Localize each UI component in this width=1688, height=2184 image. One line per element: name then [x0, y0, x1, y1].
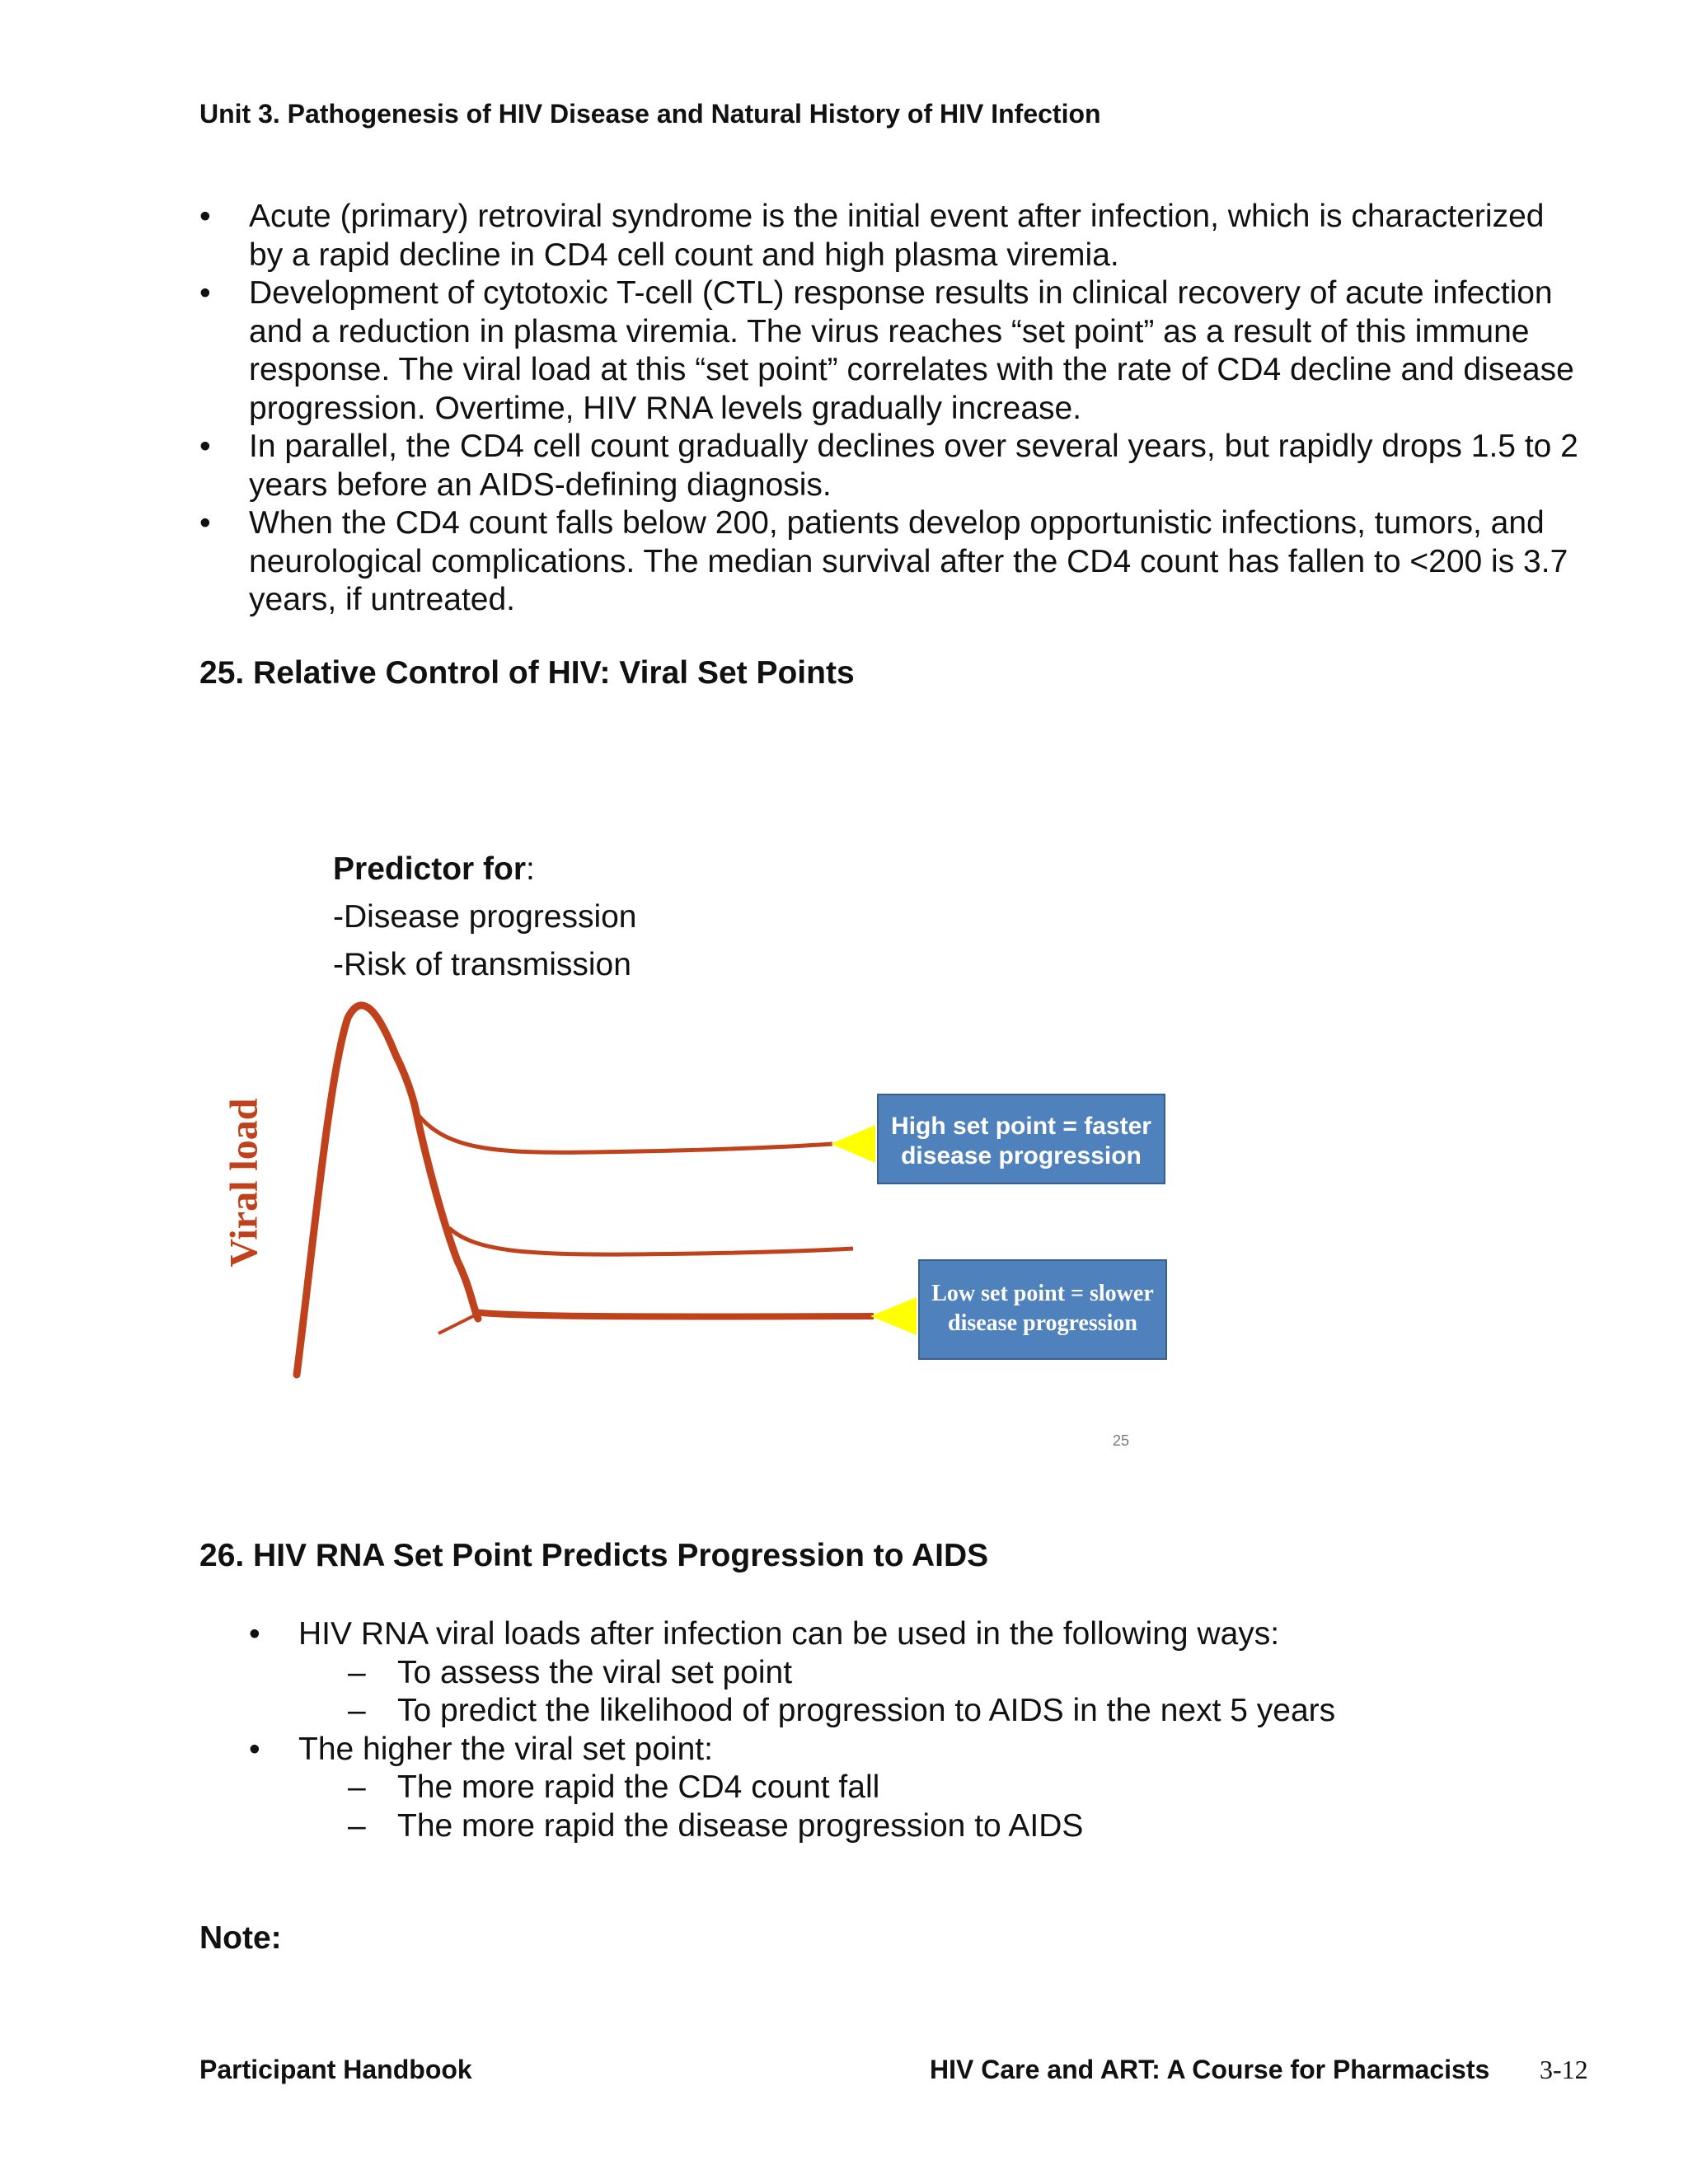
bullet-icon: •	[199, 505, 211, 541]
footer-left: Participant Handbook	[199, 2055, 472, 2084]
section-25-heading: 25. Relative Control of HIV: Viral Set Points	[199, 655, 855, 691]
sub-list-item	[199, 1692, 1601, 1731]
section-26-heading: 26. HIV RNA Set Point Predicts Progression to AIDS	[199, 1538, 989, 1573]
footer-right: HIV Care and ART: A Course for Pharmacists	[930, 2055, 1490, 2084]
list-item	[199, 1615, 1601, 1654]
sub-item-text: The more rapid the CD4 count fall	[397, 1769, 880, 1805]
bullet-text: Development of cytotoxic T-cell (CTL) response results in clinical recovery of acute infection and a reduction in plasma viremia. The virus reaches “set point” as a result of this immune response. The viral load at this “set point” correlates with the rate of CD4 decline and disease progression. Overtime, HIV RNA levels gradually increase.	[249, 275, 1574, 426]
bullet-text: The higher the viral set point:	[298, 1731, 713, 1767]
dash-icon: –	[348, 1769, 366, 1805]
bullet-text: HIV RNA viral loads after infection can be used in the following ways:	[298, 1616, 1280, 1652]
bullet-icon: •	[249, 1731, 260, 1767]
predictor-colon: :	[526, 851, 535, 887]
acute-peak-curve	[297, 1005, 478, 1375]
predictor-item-transmission: -Risk of transmission	[333, 947, 631, 982]
low-box-line-2: disease progression	[948, 1310, 1137, 1336]
low-set-point-curve	[474, 1312, 874, 1316]
y-axis-label: Viral load	[222, 1098, 266, 1268]
high-box-line-2: disease progression	[901, 1142, 1142, 1169]
low-curve-tail	[438, 1315, 476, 1333]
page-number: 3-12	[1540, 2055, 1588, 2084]
sub-list-item	[199, 1654, 1601, 1693]
high-arrow-icon	[831, 1125, 875, 1163]
predictor-title-text: Predictor for	[333, 851, 527, 887]
note-label: Note:	[199, 1920, 282, 1956]
high-box-line-1: High set point = faster	[891, 1113, 1151, 1140]
dash-icon: –	[348, 1693, 366, 1728]
bullet-text: When the CD4 count falls below 200, patients develop opportunistic infections, tumors, and neurological complications. The median survival after the CD4 count has fallen to <200 is 3.7 years, if untreated.	[249, 505, 1568, 617]
bullet-text: Acute (primary) retroviral syndrome is the initial event after infection, which is characterized by a rapid decline in CD4 cell count and high plasma viremia.	[249, 199, 1545, 273]
section-26-list	[199, 1615, 1601, 1845]
sub-list-item	[199, 1769, 1601, 1807]
low-set-point-box	[918, 1259, 1167, 1360]
bullet-text: In parallel, the CD4 cell count gradually declines over several years, but rapidly drops 1.5 to 2 years before an AIDS-defining diagnosis.	[249, 429, 1578, 503]
high-set-point-box	[877, 1094, 1165, 1184]
dash-icon: –	[348, 1807, 366, 1844]
middle-set-point-curve	[449, 1228, 853, 1254]
bullet-icon: •	[249, 1616, 260, 1652]
predictor-item-disease: -Disease progression	[333, 899, 637, 935]
sub-item-text: To assess the viral set point	[397, 1654, 793, 1690]
sub-item-text: The more rapid the disease progression to AIDS	[397, 1807, 1084, 1844]
bullet-icon: •	[199, 429, 211, 464]
dash-icon: –	[348, 1654, 366, 1690]
sub-item-text: To predict the likelihood of progression to AIDS in the next 5 years	[397, 1693, 1336, 1728]
running-header: Unit 3. Pathogenesis of HIV Disease and Natural History of HIV Infection	[199, 99, 1101, 129]
low-arrow-icon	[870, 1297, 917, 1335]
sub-list-item	[199, 1807, 1601, 1846]
bullet-icon: •	[199, 199, 211, 234]
bullet-icon: •	[199, 275, 211, 311]
slide-number: 25	[1113, 1432, 1130, 1449]
high-set-point-curve	[416, 1113, 832, 1152]
low-box-line-1: Low set point = slower	[931, 1281, 1154, 1306]
list-item	[199, 1731, 1601, 1769]
